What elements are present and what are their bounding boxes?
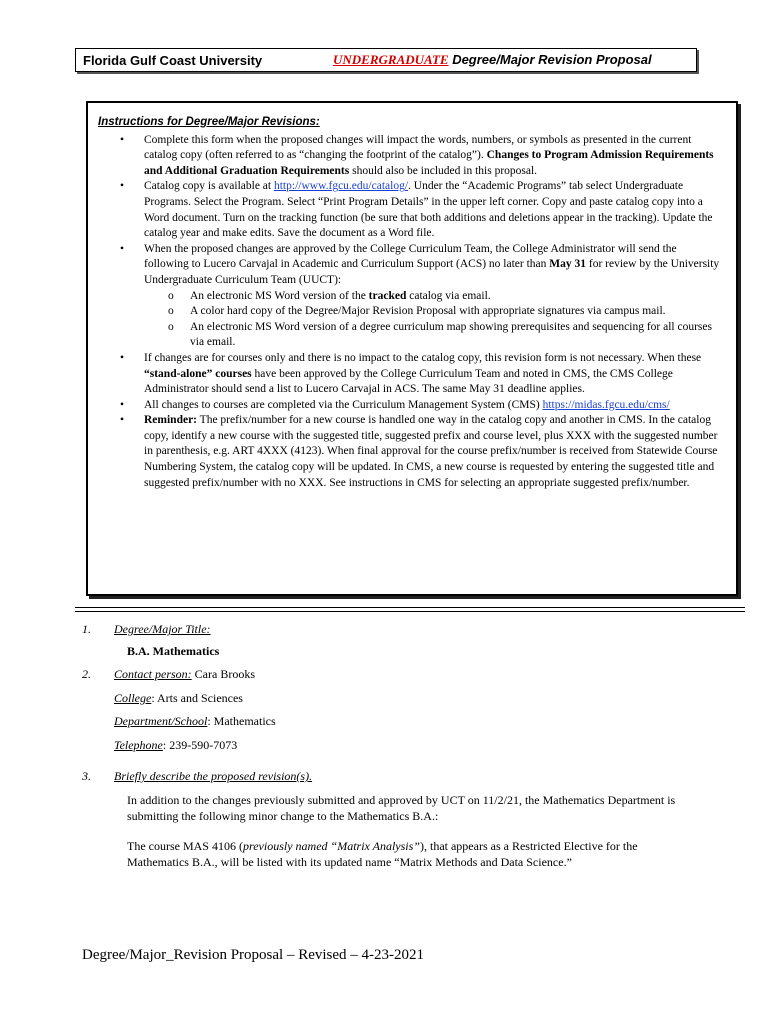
telephone-value: : 239-590-7073 <box>162 738 238 752</box>
sub-list <box>144 289 724 351</box>
instructions-box <box>86 101 738 596</box>
tracked-bold: tracked <box>368 289 407 302</box>
bullet-icon: • <box>120 351 125 364</box>
deadline-bold: May 31 <box>549 258 587 271</box>
proposal-title-text: Degree/Major Revision Proposal <box>448 52 652 67</box>
bullet-icon: • <box>120 242 125 255</box>
instructions-heading: Instructions for Degree/Major Revisions: <box>98 116 320 128</box>
sub-item <box>168 289 724 305</box>
instruction-text: have been approved by the College Curriculum Team and noted in CMS, the CMS College Administrator should send a list to Lucero Carvajal in ACS. The same May 31 deadline applies. <box>144 367 673 396</box>
department-row <box>114 714 276 729</box>
contact-value: Cara Brooks <box>191 667 255 681</box>
degree-title-value: B.A. Mathematics <box>127 644 220 658</box>
revision-italic: previously named “Matrix Analysis” <box>242 839 420 853</box>
sub-text: A color hard copy of the Degree/Major Revision Proposal with appropriate signatures via campus mail. <box>190 305 666 318</box>
sub-text: An electronic MS Word version of the <box>190 289 369 302</box>
sub-text: catalog via email. <box>406 289 491 302</box>
instruction-text: Complete this form when the proposed changes will impact the words, numbers, or symbols as presented in the current catalog copy (often referred to as “changing the footprint of the catalog”). <box>144 133 692 162</box>
college-value: : Arts and Sciences <box>151 691 243 705</box>
cms-link[interactable]: https://midas.fgcu.edu/cms/ <box>542 398 670 411</box>
instruction-item <box>120 179 724 241</box>
sub-bullet-icon: o <box>168 289 174 302</box>
college-label: College <box>114 691 152 705</box>
contact-label: Contact person: <box>114 667 192 681</box>
undergraduate-label: UNDERGRADUATE <box>333 52 449 67</box>
instruction-text: When the proposed changes are approved by the College Curriculum Team, the College Administrator will send the following to Lucero Carvajal in Academic and Curriculum Support (ACS) no later than <box>144 242 677 271</box>
revision-paragraph-1: In addition to the changes previously submitted and approved by UCT on 11/2/21, the Mathematics Department is submitting the following minor change to the Mathematics B.A.: <box>127 793 676 823</box>
instruction-text: for review by the University Undergraduate Curriculum Team (UUCT): <box>144 258 720 286</box>
sub-item <box>168 304 724 320</box>
page-footer: Degree/Major_Revision Proposal – Revised – 4-23-2021 <box>82 947 425 963</box>
instruction-text: If changes are for courses only and there is no impact to the catalog copy, this revision form is not necessary. When these <box>144 351 702 364</box>
section-number: 3. <box>82 769 91 783</box>
divider <box>75 607 745 608</box>
form-header <box>75 48 697 72</box>
sub-item <box>168 320 724 351</box>
section-number: 1. <box>82 622 91 636</box>
sub-text: An electronic MS Word version of a degree curriculum map showing prerequisites and sequencing for all courses via email. <box>190 320 712 349</box>
reminder-bold: Reminder: <box>144 414 198 427</box>
instruction-item <box>120 133 724 180</box>
sub-bullet-icon: o <box>168 305 174 318</box>
instruction-item <box>120 242 724 351</box>
department-value: : Mathematics <box>207 714 276 728</box>
bullet-icon: • <box>120 398 125 411</box>
catalog-link[interactable]: http://www.fgcu.edu/catalog/ <box>273 180 409 193</box>
bullet-icon: • <box>120 133 125 146</box>
degree-title-label: Degree/Major Title: <box>114 622 211 636</box>
instruction-text: The prefix/number for a new course is handled one way in the catalog copy and another in CMS. In the catalog copy, identify a new course with the suggested title, suggested prefix and course level, plus XXX with the suggested number in parenthesis, e.g. ART 4XXX (4123). When final approval for the course prefix/number is received from Statewide Course Numbering System, the catalog copy will be updated. In CMS, a new course is requested by entering the suggested title and suggested prefix/number with no XXX. See instructions in CMS for selecting an appropriate suggested prefix/number. <box>144 414 718 489</box>
instruction-item <box>120 398 724 414</box>
instruction-text: All changes to courses are completed via the Curriculum Management System (CMS) <box>144 398 543 411</box>
instruction-item <box>120 413 724 491</box>
instruction-item <box>120 351 724 398</box>
revision-paragraph-2 <box>127 838 687 870</box>
instruction-bold: Changes to Program Admission Requirements and Additional Graduation Requirements <box>144 149 714 177</box>
college-row <box>114 691 243 706</box>
bullet-icon: • <box>120 180 125 193</box>
proposal-title <box>333 52 652 68</box>
telephone-label: Telephone <box>114 738 163 752</box>
department-label: Department/School <box>114 714 208 728</box>
sub-bullet-icon: o <box>168 320 174 333</box>
bullet-icon: • <box>120 414 125 427</box>
instruction-text: Catalog copy is available at <box>144 180 274 193</box>
contact-row <box>114 667 255 682</box>
revision-text: ), that appears as a Restricted Elective for the Mathematics B.A., will be listed with its updated name “Matrix Methods and Data Science.” <box>127 839 638 869</box>
section-number: 2. <box>82 667 91 681</box>
instruction-text: should also be included in this proposal. <box>349 164 538 177</box>
stand-alone-bold: “stand-alone” courses <box>144 367 252 380</box>
instruction-text: . Under the “Academic Programs” tab select Undergraduate Programs. Select the Program. Select “Print Program Details” in the upper left corner. Copy and paste catalog copy into a Word document. Turn on the tracking function (be sure that both additions and deletions appear in the tracking). Update the catalog year and make edits. Save the document as a Word file. <box>144 180 713 240</box>
divider <box>75 611 745 612</box>
instructions-list <box>98 133 724 492</box>
revision-label: Briefly describe the proposed revision(s). <box>114 769 313 783</box>
university-name: Florida Gulf Coast University <box>83 52 263 68</box>
telephone-row <box>114 738 237 753</box>
revision-text: The course MAS 4106 ( <box>127 839 243 853</box>
